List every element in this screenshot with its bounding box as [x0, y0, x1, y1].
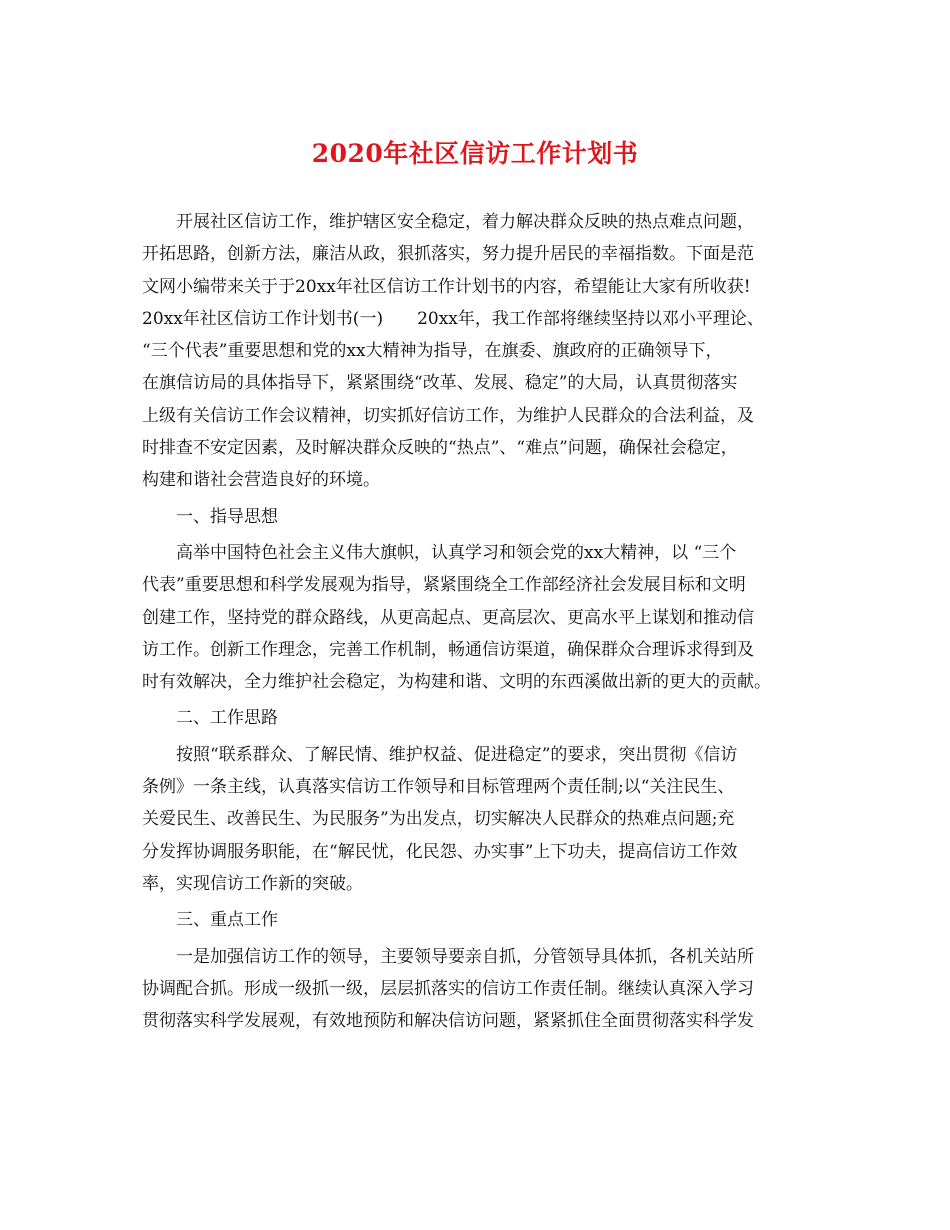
body-line: 开展社区信访工作，维护辖区安全稳定，着力解决群众反映的热点难点问题，	[176, 212, 754, 232]
section-heading: 一、指导思想	[176, 506, 278, 527]
body-line: 访工作。创新工作理念，完善工作机制，畅通信访渠道，确保群众合理诉求得到及	[142, 639, 754, 660]
body-line: “三个代表”重要思想和党的xx大精神为指导，在旗委、旗政府的正确领导下，	[142, 341, 723, 362]
body-line: 文网小编带来关于于20xx年社区信访工作计划书的内容，希望能让大家有所收获!	[142, 276, 751, 297]
body-line: 一是加强信访工作的领导，主要领导要亲自抓，分管领导具体抓，各机关站所	[176, 946, 754, 967]
body-line: 条例》一条主线，认真落实信访工作领导和目标管理两个责任制;以“关注民生、	[142, 777, 735, 798]
body-line: 分发挥协调服务职能，在“解民忧，化民怨、办实事”上下功夫，提高信访工作效	[142, 841, 738, 862]
document-title: 2020年社区信访工作计划书	[311, 139, 639, 168]
body-line: 开拓思路，创新方法，廉洁从政，狠抓落实，努力提升居民的幸福指数。下面是范	[142, 244, 754, 265]
body-line: 代表”重要思想和科学发展观为指导，紧紧围绕全工作部经济社会发展目标和文明	[142, 575, 746, 596]
body-line: 构建和谐社会营造良好的环境。	[142, 470, 380, 491]
body-line: 协调配合抓。形成一级抓一级，层层抓落实的信访工作责任制。继续认真深入学习	[142, 978, 754, 999]
body-line: 在旗信访局的具体指导下，紧紧围绕“改革、发展、稳定”的大局，认真贯彻落实	[142, 373, 738, 394]
body-line: 上级有关信访工作会议精神，切实抓好信访工作，为维护人民群众的合法利益，及	[142, 405, 754, 426]
body-line: 时排查不安定因素，及时解决群众反映的“热点”、“难点”问题，确保社会稳定，	[142, 438, 738, 459]
body-line: 时有效解决，全力维护社会稳定，为构建和谐、文明的东西溪做出新的更大的贡献。	[142, 672, 771, 693]
body-line: 高举中国特色社会主义伟大旗帜，认真学习和领会党的xx大精神，以 “三个	[176, 542, 737, 563]
body-line: 20xx年社区信访工作计划书(一) 20xx年，我工作部将继续坚持以邓小平理论、	[142, 308, 764, 329]
body-line: 率，实现信访工作新的突破。	[142, 873, 363, 894]
section-heading: 三、重点工作	[176, 910, 278, 931]
body-line: 创建工作，坚持党的群众路线，从更高起点、更高层次、更高水平上谋划和推动信	[142, 607, 754, 628]
document-body	[142, 206, 826, 1037]
section-heading: 二、工作思路	[176, 708, 278, 729]
body-line: 按照“联系群众、了解民情、维护权益、促进稳定”的要求，突出贯彻《信访	[176, 744, 738, 765]
body-line: 贯彻落实科学发展观，有效地预防和解决信访问题，紧紧抓住全面贯彻落实科学发	[142, 1011, 754, 1032]
body-line: 关爱民生、改善民生、为民服务”为出发点，切实解决人民群众的热难点问题;充	[142, 809, 735, 830]
